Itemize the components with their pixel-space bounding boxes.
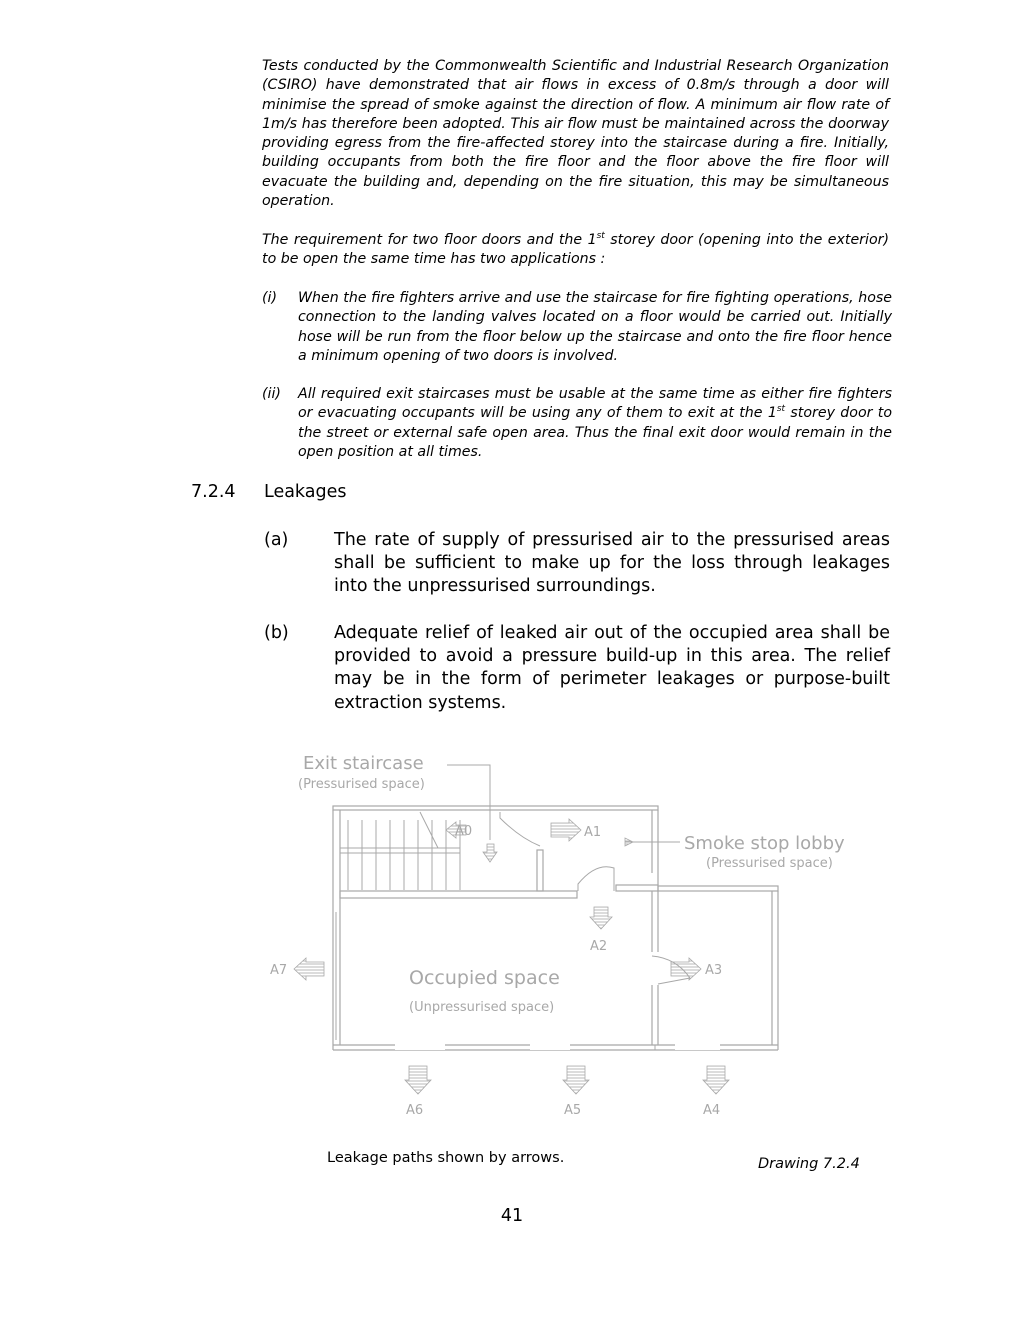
intro-paragraph: Tests conducted by the Commonwealth Scientific and Industrial Research Organization (CSIRO) have demonstrated that air flows in excess of 0.8m/s through a door will minimise the spread of smoke against the direction of flow. A minimum air flow rate of 1m/s has therefore been adopted. This air flow must be maintained across the doorway providing egress from the fire-affected storey into the staircase during a fire. Initially, building occupants from both the fire floor and the floor above the fire floor will evacuate the building and, depending on the fire situation, this may be simultaneous operation. [262,58,889,210]
arrow-a7 [294,958,324,980]
label-exit-staircase: Exit staircase [303,753,424,774]
requirement-paragraph [262,231,889,270]
label-a0: A0 [455,824,473,839]
section-number: 7.2.4 [191,482,236,502]
arrow-a1 [551,819,581,841]
label-a7: A7 [270,963,288,978]
label-occupied-space: Occupied space [409,967,560,989]
application-label: (ii) [262,386,281,402]
clause-text: Adequate relief of leaked air out of the occupied area shall be provided to avoid a pressure build-up in this area. The relief may be in the form of perimeter leakages or purpose-built extraction systems. [334,623,890,713]
label-a4: A4 [703,1103,721,1118]
label-a1: A1 [584,825,602,840]
application-text-end: storey door to the street or external safe open area. Thus the final exit door would remain in the open position at all times. [298,405,892,460]
leakage-floor-plan [260,740,880,1130]
clause-item [264,529,892,601]
arrow-a2 [590,907,612,929]
arrow-a5 [563,1066,589,1094]
clause-item [264,622,892,718]
label-a5: A5 [564,1103,582,1118]
application-item [262,289,892,367]
application-text-start: All required exit staircases must be usable at the same time as either fire fighters or evacuating occupants will be using any of them to exit at the 1 [298,386,892,422]
application-text: When the fire fighters arrive and use the staircase for fire fighting operations, hose connection to the landing valves located on a floor would be carried out. Initially hose will be run from the floor below up the staircase and onto the fire floor hence a minimum opening of two doors is involved. [298,290,892,364]
page-number: 41 [500,1206,524,1226]
label-occupied-space-sub: (Unpressurised space) [409,1000,555,1015]
arrow-staircase [483,844,497,862]
label-a6: A6 [406,1103,424,1118]
staircase [340,812,460,890]
label-smoke-lobby-sub: (Pressurised space) [706,856,833,871]
application-text [298,385,892,462]
section-title: Leakages [264,482,347,502]
drawing-caption: Leakage paths shown by arrows. [327,1150,565,1166]
arrow-a4 [703,1066,729,1094]
arrow-a6 [405,1066,431,1094]
label-a2: A2 [590,939,608,954]
arrow-a3 [671,958,701,980]
label-exit-staircase-sub: (Pressurised space) [298,777,425,792]
drawing-labels [270,753,845,1118]
clause-label: (a) [264,530,289,550]
requirement-text-start: The requirement for two floor doors and the 1 [262,232,597,248]
application-label: (i) [262,290,278,306]
clause-text: The rate of supply of pressurised air to the pressurised areas shall be sufficient to make up for the loss through leakages into the unpressurised surroundings. [334,530,890,597]
ordinal-suffix: st [596,231,605,241]
arrow-lobby [625,838,633,846]
application-item [262,385,892,463]
ordinal-suffix: st [776,404,786,415]
leakage-arrows [294,819,729,1094]
clause-label: (b) [264,623,289,643]
drawing-number: Drawing 7.2.4 [758,1156,860,1172]
label-a3: A3 [705,963,723,978]
label-smoke-lobby: Smoke stop lobby [684,833,845,854]
requirement-text-end: storey door (opening into the exterior) to be open the same time has two applications : [262,232,890,268]
